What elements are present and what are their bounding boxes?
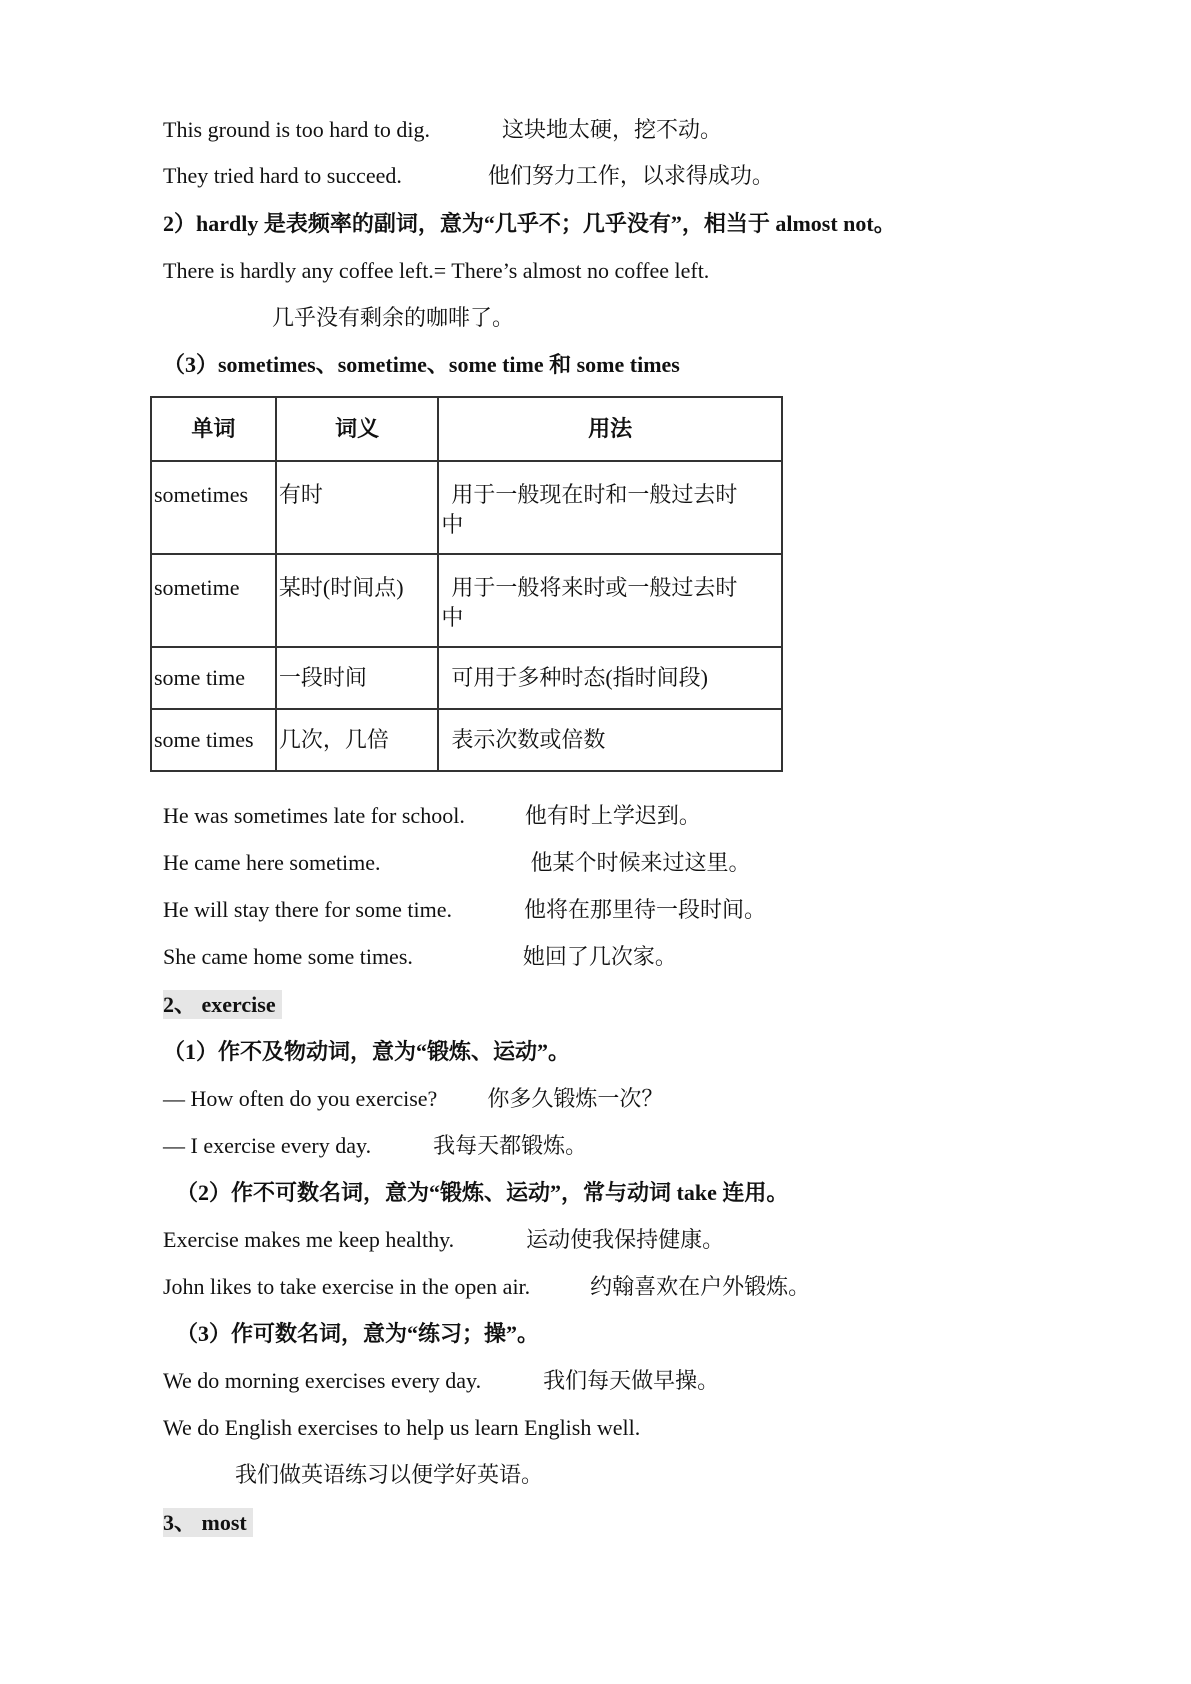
example-zh: 我们每天做早操。 <box>543 1368 720 1393</box>
example-zh: 他们努力工作，以求得成功。 <box>487 163 774 188</box>
example-zh: 你多久锻炼一次？ <box>487 1086 664 1111</box>
cell-meaning: 有时 <box>276 461 438 554</box>
cell-word: sometime <box>151 554 276 647</box>
exercise-subheading-1: （1）作不及物动词，意为“锻炼、运动”。 <box>163 1039 571 1064</box>
example-zh: 他某个时候来过这里。 <box>530 850 751 875</box>
example-line <box>163 849 750 877</box>
example-en: He came here sometime. <box>163 850 381 875</box>
cell-word: some time <box>151 647 276 709</box>
cell-meaning: 一段时间 <box>276 647 438 709</box>
example-line <box>163 896 766 924</box>
header-usage: 用法 <box>438 397 782 461</box>
hardly-example-zh: 几乎没有剩余的咖啡了。 <box>272 305 515 330</box>
most-heading: 3、 most <box>163 1509 253 1537</box>
example-line <box>163 1367 719 1395</box>
example-en: She came home some times. <box>163 944 413 969</box>
example-zh: 约翰喜欢在户外锻炼。 <box>590 1274 811 1299</box>
example-line <box>163 116 722 144</box>
cell-meaning: 某时(时间点) <box>276 554 438 647</box>
example-en: This ground is too hard to dig. <box>163 117 431 142</box>
example-zh: 这块地太硬，挖不动。 <box>502 117 723 142</box>
example-line <box>163 943 677 971</box>
example-en: He will stay there for some time. <box>163 897 452 922</box>
example-zh: 她回了几次家。 <box>522 944 677 969</box>
cell-word: sometimes <box>151 461 276 554</box>
example-zh: 运动使我保持健康。 <box>526 1227 725 1252</box>
hardly-heading: 2）hardly 是表频率的副词，意为“几乎不；几乎没有”，相当于 almost not。 <box>163 211 896 236</box>
header-meaning: 词义 <box>276 397 438 461</box>
example-zh: 他有时上学迟到。 <box>524 803 701 828</box>
example-line <box>163 1085 663 1113</box>
example-zh: 我每天都锻炼。 <box>433 1133 588 1158</box>
table-row <box>151 647 782 709</box>
cell-word: some times <box>151 709 276 771</box>
exercise-subheading-3: （3）作可数名词，意为“练习；操”。 <box>176 1321 540 1346</box>
example-zh: 他将在那里待一段时间。 <box>523 897 766 922</box>
example-line <box>163 802 701 830</box>
example-en: — I exercise every day. <box>163 1133 372 1158</box>
example-en: — How often do you exercise? <box>163 1086 438 1111</box>
exercise-heading: 2、 exercise <box>163 991 282 1019</box>
table-header-row <box>151 397 782 461</box>
example-en: We do morning exercises every day. <box>163 1368 482 1393</box>
sometimes-heading: （3）sometimes、sometime、some time 和 some times <box>163 352 680 377</box>
example-en: John likes to take exercise in the open air. <box>163 1274 531 1299</box>
table-row <box>151 709 782 771</box>
example-en: They tried hard to succeed. <box>163 163 402 188</box>
hardly-example-en: There is hardly any coffee left.= There’s almost no coffee left. <box>163 258 710 283</box>
exercise-example-zh: 我们做英语练习以便学好英语。 <box>235 1462 544 1487</box>
exercise-example-en: We do English exercises to help us learn English well. <box>163 1415 641 1440</box>
cell-usage: 表示次数或倍数 <box>438 709 782 771</box>
vocabulary-table <box>150 396 783 772</box>
table-row <box>151 554 782 647</box>
cell-usage: 用于一般将来时或一般过去时 中 <box>438 554 782 647</box>
cell-meaning: 几次，几倍 <box>276 709 438 771</box>
example-line <box>163 1226 724 1254</box>
example-en: Exercise makes me keep healthy. <box>163 1227 455 1252</box>
example-line <box>163 1132 587 1160</box>
cell-usage: 用于一般现在时和一般过去时 中 <box>438 461 782 554</box>
exercise-subheading-2: （2）作不可数名词，意为“锻炼、运动”，常与动词 take 连用。 <box>176 1180 789 1205</box>
example-line <box>163 162 774 190</box>
example-en: He was sometimes late for school. <box>163 803 465 828</box>
table-row <box>151 461 782 554</box>
cell-usage: 可用于多种时态(指时间段) <box>438 647 782 709</box>
example-line <box>163 1273 810 1301</box>
header-word: 单词 <box>151 397 276 461</box>
